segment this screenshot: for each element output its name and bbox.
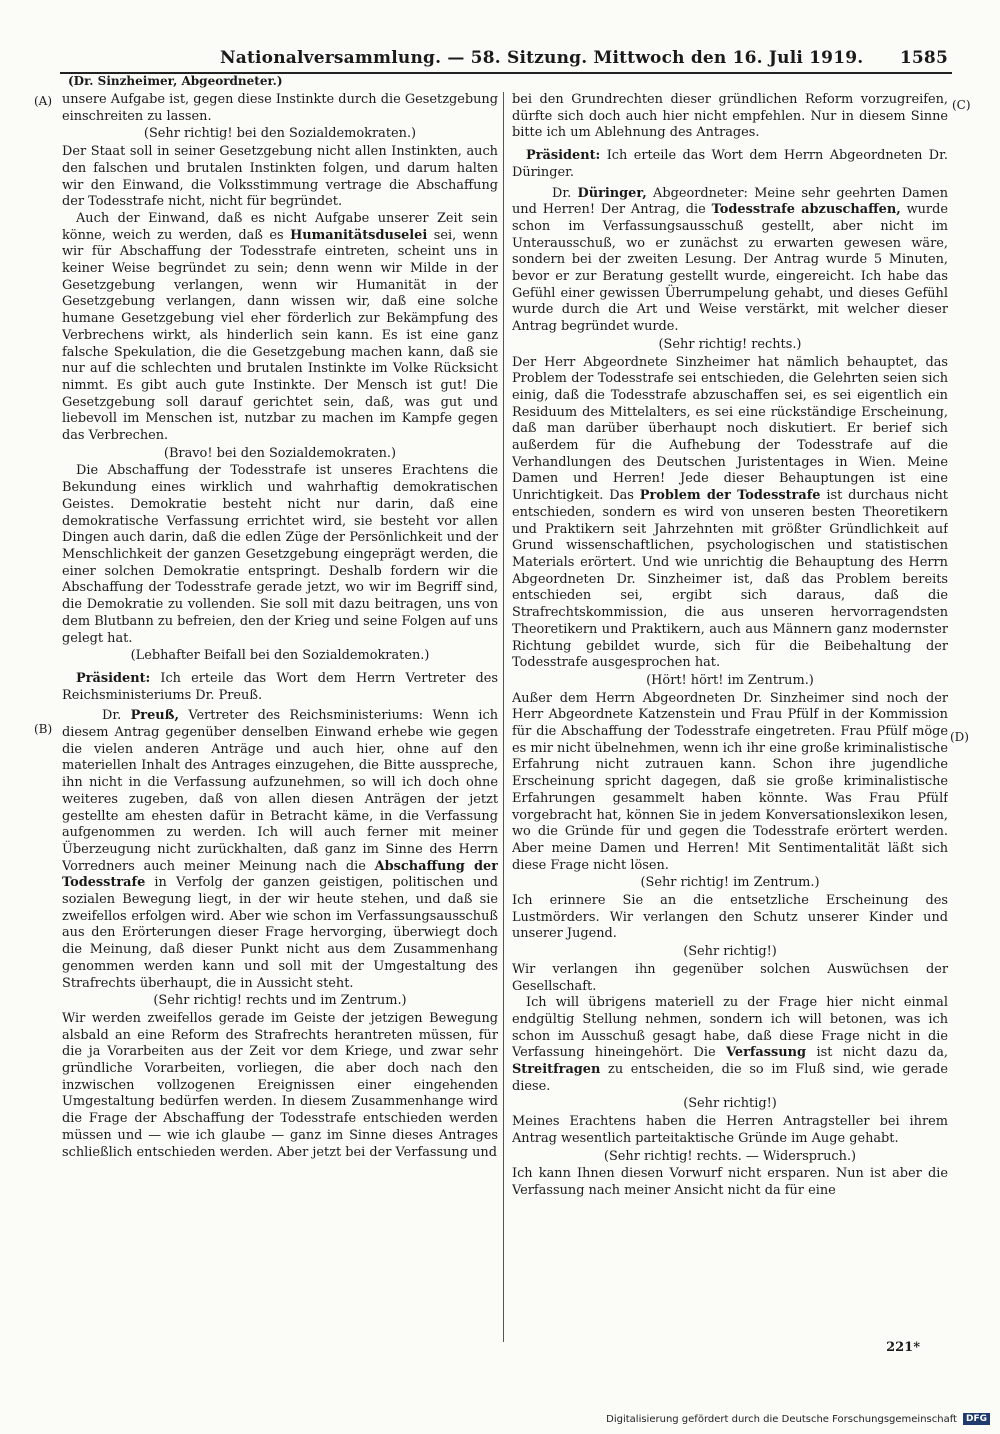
interjection: (Sehr richtig! bei den Sozialdemokraten.) [143,126,417,142]
interjection: (Bravo! bei den Sozialdemokraten.) [163,445,397,461]
speech-paragraph [512,186,948,336]
interjection: (Sehr richtig! im Zentrum.) [640,875,820,891]
speech-paragraph [62,708,498,992]
interjection: (Sehr richtig! rechts. — Widerspruch.) [603,1148,857,1164]
interjection: (Sehr richtig!) [683,944,777,960]
emphasis: Streitfragen [512,1062,601,1078]
emphasis: Verfassung [726,1045,807,1061]
text-run: wurde schon im Verfassungsausschuß gestellt, aber nicht im Unterausschuß, wo er zunächst zu erwarten gewesen wäre, sondern bei der zweiten Lesung. Der Antrag wurde 5 Minuten, bevor er zur Beratung gestellt wurde, eingereicht. Ich habe das Gefühl einer gewissen Überrumpelung gehabt, und dieses Gefühl wurde durch die Art und Weise verstärkt, mit welcher dieser Antrag begründet wurde. [512,202,948,335]
paragraph [512,995,948,1095]
paragraph: bei den Grundrechten dieser gründlichen Reform vorzugreifen, dürfte sich doch auch hier nicht empfehlen. Nur in diesem Sinne bitte ich um Ablehnung des Antrages. [512,92,948,141]
paragraph: Ich kann Ihnen diesen Vorwurf nicht ersparen. Nun ist aber die Verfassung nach meiner Ansicht nicht da für eine [512,1166,948,1198]
paragraph [62,211,498,445]
text-run: Ich erteile das Wort dem Herrn Abgeordneten Dr. Düringer. [512,148,948,180]
text-run: ist durchaus nicht entschieden, sondern es wird von unseren besten Theoretikern und Praktikern seit Jahrzehnten mit größter Gründlichkeit auf Grund wissenschaftlichen, psychologischen und statistischen Materials erörtert. Und wie unrichtig die Behauptung des Herrn Abgeordneten Dr. Sinzheimer ist, daß das Problem bereits entschieden sei, ergibt sich daraus, daß die Strafrechtskommission, die aus unseren hervorragendsten Theoretikern und Praktikern, auch aus Männern ganz modernster Richtung gebildet wurde, sich für die Beibehaltung der Todesstrafe ausgesprochen hat. [512,488,948,671]
paragraph: Meines Erachtens haben die Herren Antragsteller bei ihrem Antrag wesentlich parteitaktische Gründe im Auge gehabt. [512,1114,948,1146]
emphasis: Humanitätsduselei [290,227,428,243]
paragraph [512,355,948,672]
paragraph: Die Abschaffung der Todesstrafe ist unseres Erachtens die Bekundung eines wirklich und wahrhaftig demokratischen Geistes. Demokratie besteht nicht nur darin, daß eine demokratische Verfassung errichtet wird, sie besteht vor allen Dingen auch darin, daß die edlen Züge der Persönlichkeit und der Menschlichkeit der ganzen Gesetzgebung eingeprägt werden, die einer solchen Demokratie entspringt. Deshalb fordern wir die Abschaffung der Todesstrafe gerade jetzt, wo wir im Begriff sind, die Demokratie zu vollenden. Sie soll mit dazu beitragen, uns von dem Blutbann zu befreien, den der Krieg und seine Folgen auf uns gelegt hat. [62,463,498,646]
text-run: Vertreter des Reichsministeriums: Wenn ich diesem Antrag gegenüber denselben Einwand erhebe wie gegen die vielen anderen Anträge und auch hier, ohne auf den materiellen Inhalt des Antrages einzugehen, die Bitte ausspreche, ihn nicht in die Verfassung aufzunehmen, so will ich doch ohne weiteres zugeben, daß von allen diesen Anträgen der jetzt gestellte am ehesten dafür in Betracht käme, in die Verfassung aufgenommen zu werden. Ich will auch ferner mit meiner Überzeugung nicht zurückhalten, daß ganz im Sinne des Herrn Vorredners auch meiner Meinung nach die [62,708,498,874]
footer-text: Digitalisierung gefördert durch die Deutsche Forschungsgemeinschaft [606,1413,957,1425]
paragraph: Ich erinnere Sie an die entsetzliche Erscheinung des Lustmörders. Wir verlangen den Schutz unserer Kinder und unserer Jugend. [512,893,948,942]
text-run: in Verfolg der ganzen geistigen, politischen und sozialen Bewegung liegt, in der wir heute stehen, und daß sie zweifellos erfolgen wird. Aber wie schon im Verfassungsausschuß aus den Erörterungen dieser Frage hervorging, überwiegt doch die Meinung, daß dieser Punkt nicht aus dem Zusammenhang genommen werden kann und soll mit der Umgestaltung des Strafrechts überhaupt, die in Aussicht steht. [62,875,498,991]
emphasis: Problem der Todesstrafe [639,488,821,504]
speaker-name: Düringer, [577,185,647,201]
page-number: 1585 [899,48,948,68]
president-statement [512,148,948,181]
right-column [512,92,948,1342]
interjection: (Sehr richtig!) [683,1096,777,1112]
paragraph: Außer dem Herrn Abgeordneten Dr. Sinzheimer sind noch der Herr Abgeordnete Katzenstein und Frau Pfülf in der Kommission für die Abschaffung der Todesstrafe eingetreten. Frau Pfülf möge es mir nicht übelnehmen, wenn ich ihr eine große kriminalistische Erfahrung nicht zutrauen kann. Schon ihre jugendliche Erscheinung spricht dagegen, daß sie große kriminalistische Erfahrungen gesammelt haben könnte. Was Frau Pfülf vorgebracht hat, können Sie in jedem Konversationslexikon lesen, wo die Gründe für und gegen die Todesstrafe erörtert werden. Aber meine Damen und Herren! Mit Sentimentalität läßt sich diese Frage nicht lösen. [512,690,948,873]
margin-marker-c: (C) [952,98,971,112]
paragraph: Wir werden zweifellos gerade im Geiste der jetzigen Bewegung alsbald an eine Reform des Strafrechts herantreten müssen, für die ja Vorarbeiten aus der Zeit vor dem Kriege, und zwar sehr gründliche Vorarbeiten, vorliegen, die aber doch nach den inzwischen vollzogenen Ereignissen einer eingehenden Umgestaltung bedürfen werden. In diesem Zusammenhange wird die Frage der Abschaffung der Todesstrafe entschieden werden müssen und — wie ich glaube — ganz im Sinne dieses Antrages schließlich entschieden werden. Aber jetzt bei der Verfassung und [62,1010,498,1160]
interjection: (Lebhafter Beifall bei den Sozialdemokraten.) [130,648,430,664]
interjection: (Sehr richtig! rechts.) [658,336,802,352]
text-run: Dr. [552,185,572,201]
president-statement [62,671,498,704]
margin-marker-b: (B) [34,722,53,736]
margin-marker-d: (D) [950,730,969,744]
paragraph: Wir verlangen ihn gegenüber solchen Auswüchsen der Gesellschaft. [512,961,948,994]
margin-marker-a: (A) [34,94,53,108]
text-run: Ich will übrigens materiell zu der Frage hier nicht einmal endgültig Stellung nehmen, sondern ich will betonen, was ich schon im Ausschuß gesagt habe, daß diese Frage nicht in die Verfassung hineingehört. Die [512,995,948,1061]
president-label: Präsident: [76,670,151,686]
text-run: sei, wenn wir für Abschaffung der Todesstrafe eintreten, scheint uns in keiner Weise begründet zu sein; denn wenn wir Milde in der Gesetzgebung verlangen, wenn wir Humanität in der Gesetzgebung verlangen, dann wissen wir, daß eine solche humane Gesetzgebung viel eher förderlich zur Bekämpfung des Verbrechens wirkt, als hinderlich sein kann. Es ist eine ganz falsche Spekulation, die die Gesetzgebung machen kann, daß sie nur auf die schlechten und brutalen Instinkte im Volke Rücksicht nimmt. Es gibt auch gute Instinkte. Der Mensch ist gut! Die Gesetzgebung soll darauf gerichtet sein, daß, was gut und liebevoll im Menschen ist, nutzbar zu machen im Kampfe gegen das Verbrechen. [62,227,498,444]
paragraph: unsere Aufgabe ist, gegen diese Instinkte durch die Gesetzgebung einschreiten zu lassen. [62,92,498,124]
text-run: ist nicht dazu da, [816,1045,948,1061]
speaker-note: (Dr. Sinzheimer, Abgeordneter.) [68,74,283,88]
text-run: Der Herr Abgeordnete Sinzheimer hat nämlich behauptet, das Problem der Todesstrafe sei entschieden, die Gelehrten seien sich einig, daß die Todesstrafe abzuschaffen sei, es sei eigentlich ein Residuum des Mittelalters, es sei eine rückständige Erscheinung, daß man darüber überhaupt noch diskutiert. Er berief sich außerdem für die Aufhebung der Todesstrafe auf die Verhandlungen des Deutschen Juristentages in Wien. Meine Damen und Herren! Jede dieser Behauptungen ist eine Unrichtigkeit. Das [512,354,948,504]
text-run: zu entscheiden, die so im Fluß sind, wie gerade diese. [512,1062,948,1094]
page-header [60,46,950,72]
dfg-logo-icon: DFG [963,1413,990,1425]
left-column [62,92,498,1342]
text-run: Abgeordneter: Meine sehr geehrten Damen und Herren! Der Antrag, die [512,185,948,218]
interjection: (Hört! hört! im Zentrum.) [646,672,814,688]
paragraph: Der Staat soll in seiner Gesetzgebung nicht allen Instinkten, auch den falschen und brutalen Instinkten folgen, und darum halten wir den Einwand, die Volksstimmung vertrage die Abschaffung der Todesstrafe nicht, nicht für begründet. [62,144,498,210]
signature-mark: 221* [886,1340,920,1355]
running-title: Nationalversammlung. — 58. Sitzung. Mittwoch den 16. Juli 1919. [220,48,864,68]
text-run: Auch der Einwand, daß es nicht Aufgabe unserer Zeit sein könne, weich zu werden, daß es [62,210,498,243]
interjection: (Sehr richtig! rechts und im Zentrum.) [153,993,407,1009]
president-label: Präsident: [526,148,601,164]
text-run: Ich erteile das Wort dem Herrn Vertreter des Reichsministeriums Dr. Preuß. [62,670,498,703]
digitization-footer [606,1413,990,1425]
emphasis: Todesstrafe abzuschaffen, [711,202,901,218]
emphasis: Abschaffung der Todesstrafe [62,858,498,891]
column-divider [503,92,504,1342]
text-run: Dr. [102,708,122,724]
speaker-name: Preuß, [130,708,179,724]
